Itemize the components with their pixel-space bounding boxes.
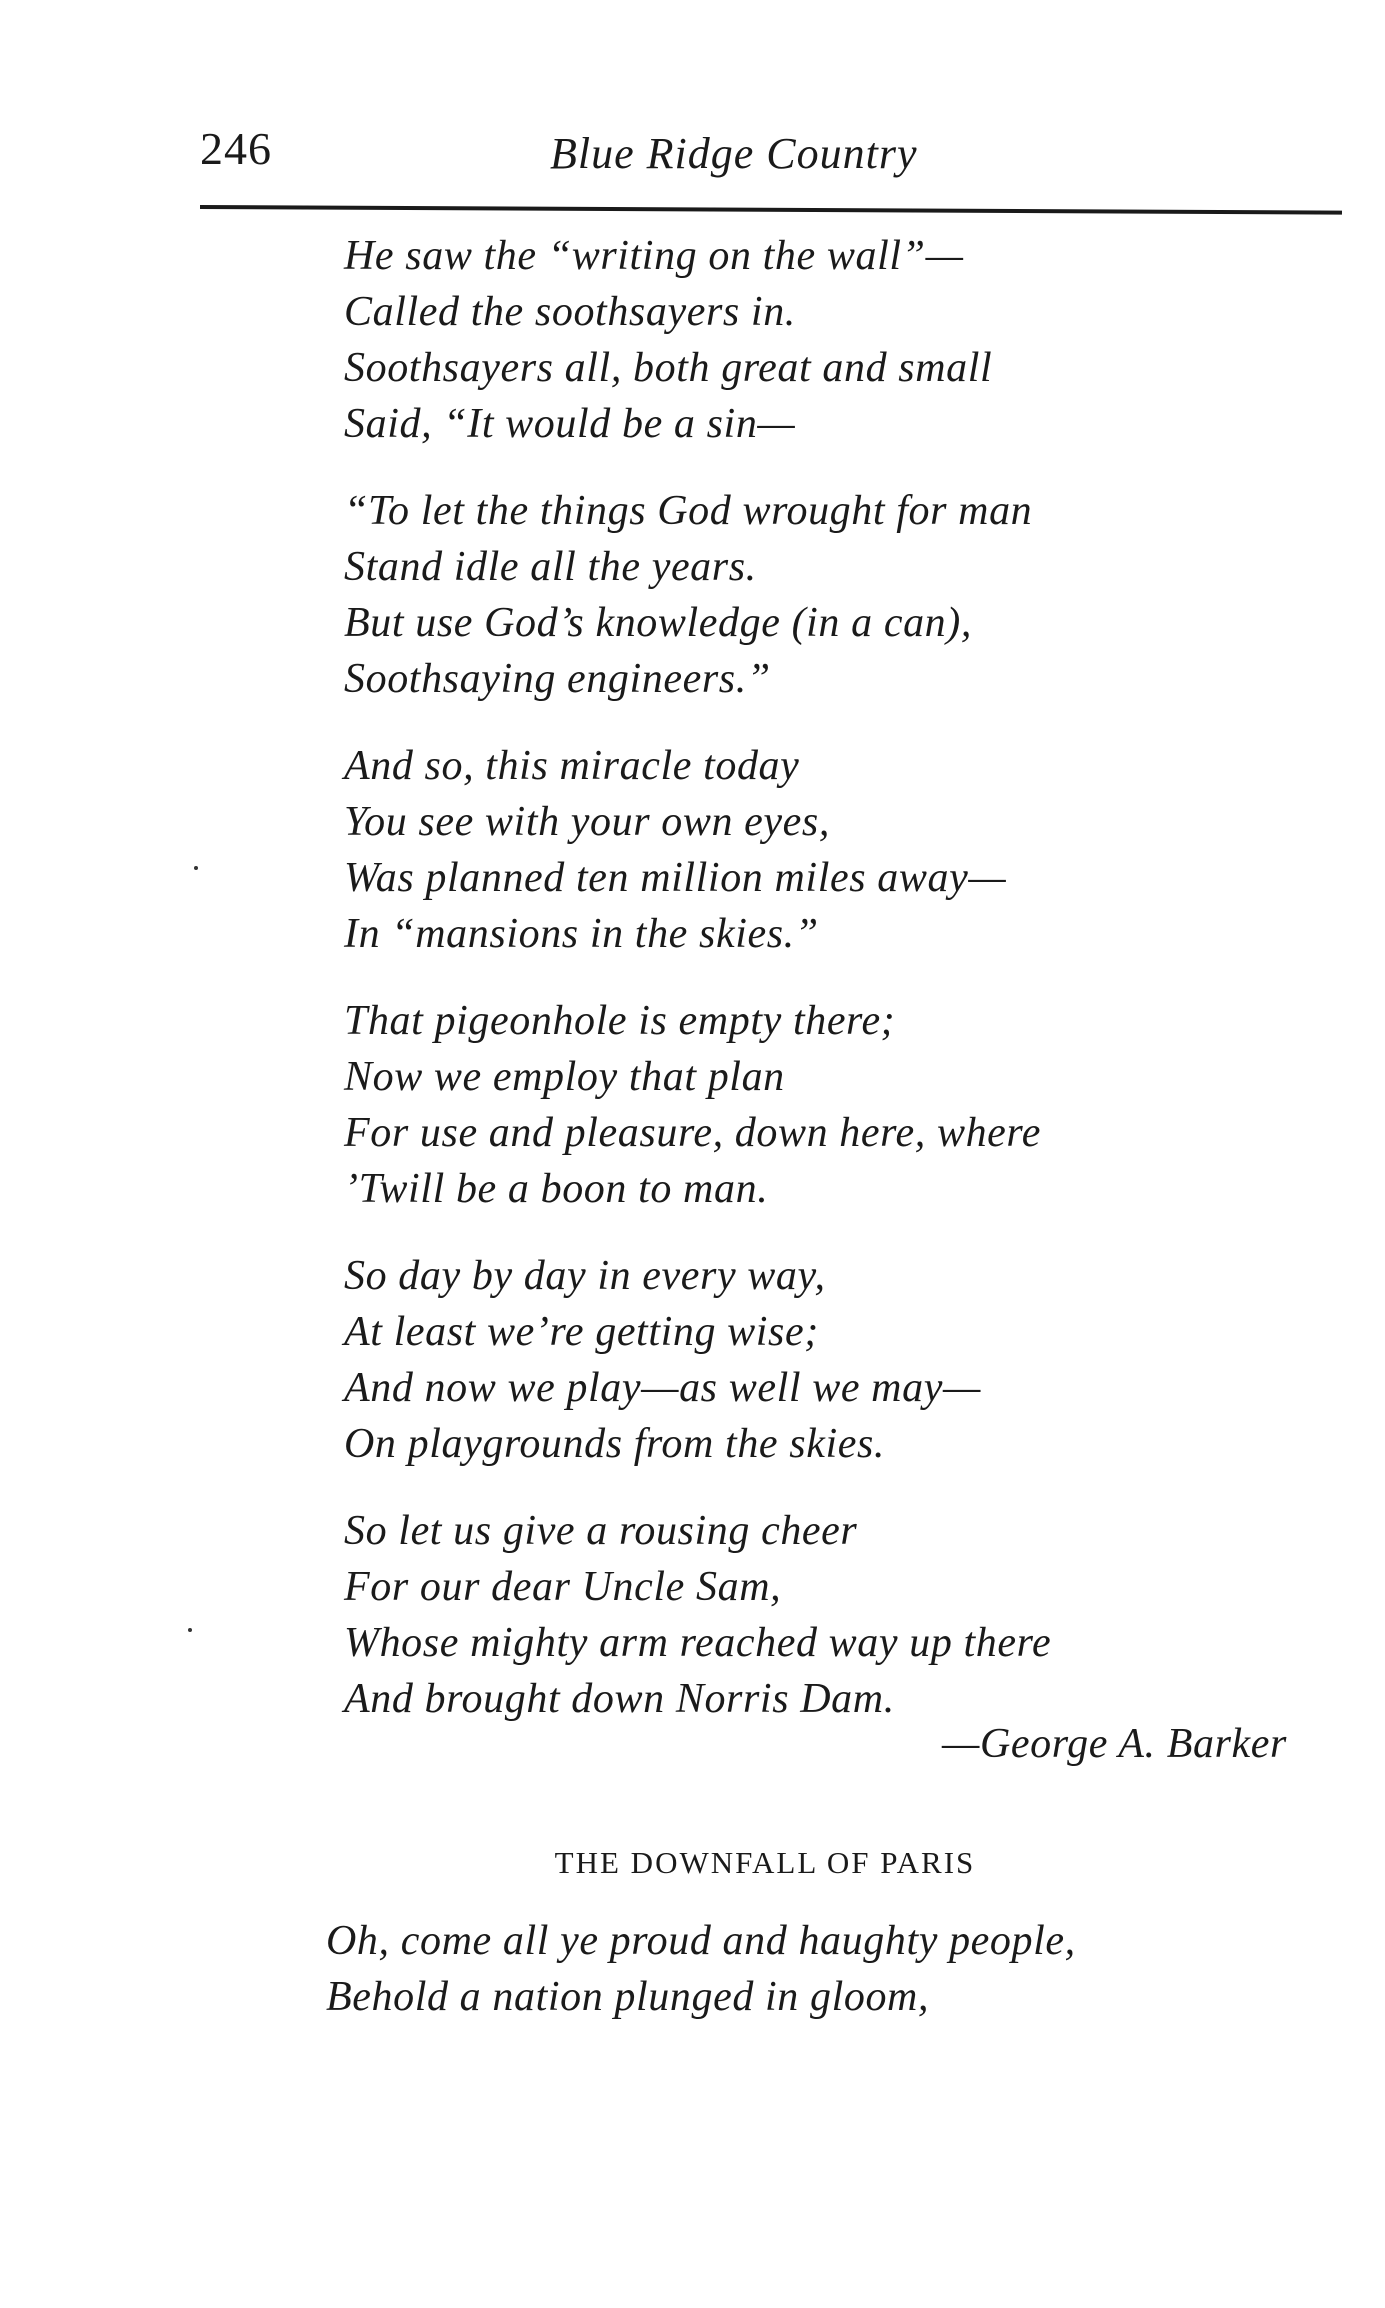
header-rule xyxy=(200,205,1342,215)
poem-line: Soothsayers all, both great and small xyxy=(344,345,993,391)
running-head xyxy=(200,120,1340,190)
poem-line: That pigeonhole is empty there; xyxy=(344,998,896,1044)
poem-line: For our dear Uncle Sam, xyxy=(344,1564,782,1610)
next-poem xyxy=(326,1913,1326,2025)
stanza xyxy=(344,228,1324,452)
next-poem-title: THE DOWNFALL OF PARIS xyxy=(554,1845,976,1880)
poem-line: Soothsaying engineers.” xyxy=(344,656,771,702)
poem-line: On playgrounds from the skies. xyxy=(344,1421,886,1467)
page-number: 246 xyxy=(200,123,272,174)
poem-line: ’Twill be a boon to man. xyxy=(344,1166,769,1212)
poem-line: “To let the things God wrought for man xyxy=(344,488,1033,534)
poem-line: Stand idle all the years. xyxy=(344,544,757,590)
poem-line: Whose mighty arm reached way up there xyxy=(344,1620,1052,1666)
ink-speck xyxy=(188,1628,192,1632)
poem-line: Behold a nation plunged in gloom, xyxy=(326,1974,930,2020)
stanza xyxy=(344,1248,1324,1472)
poem-line: In “mansions in the skies.” xyxy=(344,911,819,957)
running-title: Blue Ridge Country xyxy=(550,129,918,178)
poem-line: For use and pleasure, down here, where xyxy=(344,1110,1042,1156)
stanza xyxy=(344,993,1324,1217)
poem-line: And brought down Norris Dam. xyxy=(344,1676,895,1722)
stanza xyxy=(344,1503,1324,1727)
poem-line: He saw the “writing on the wall”— xyxy=(344,233,964,279)
poem-line: Said, “It would be a sin— xyxy=(344,401,796,447)
poem-line: You see with your own eyes, xyxy=(344,799,830,845)
stanza xyxy=(344,483,1324,707)
poem xyxy=(344,228,1324,1758)
stanza xyxy=(344,738,1324,962)
poem-line: So let us give a rousing cheer xyxy=(344,1508,858,1554)
poem-line: So day by day in every way, xyxy=(344,1253,826,1299)
poem-line: Oh, come all ye proud and haughty people, xyxy=(326,1918,1076,1964)
poem-line: And so, this miracle today xyxy=(344,743,800,789)
poem-line: And now we play—as well we may— xyxy=(344,1365,981,1411)
poem-line: But use God’s knowledge (in a can), xyxy=(344,600,972,646)
poem-attribution: —George A. Barker xyxy=(942,1721,1287,1767)
poem-line: At least we’re getting wise; xyxy=(344,1309,819,1355)
poem-line: Now we employ that plan xyxy=(344,1054,785,1100)
ink-speck xyxy=(194,866,198,870)
poem-line: Was planned ten million miles away— xyxy=(344,855,1007,901)
poem-line: Called the soothsayers in. xyxy=(344,289,796,335)
